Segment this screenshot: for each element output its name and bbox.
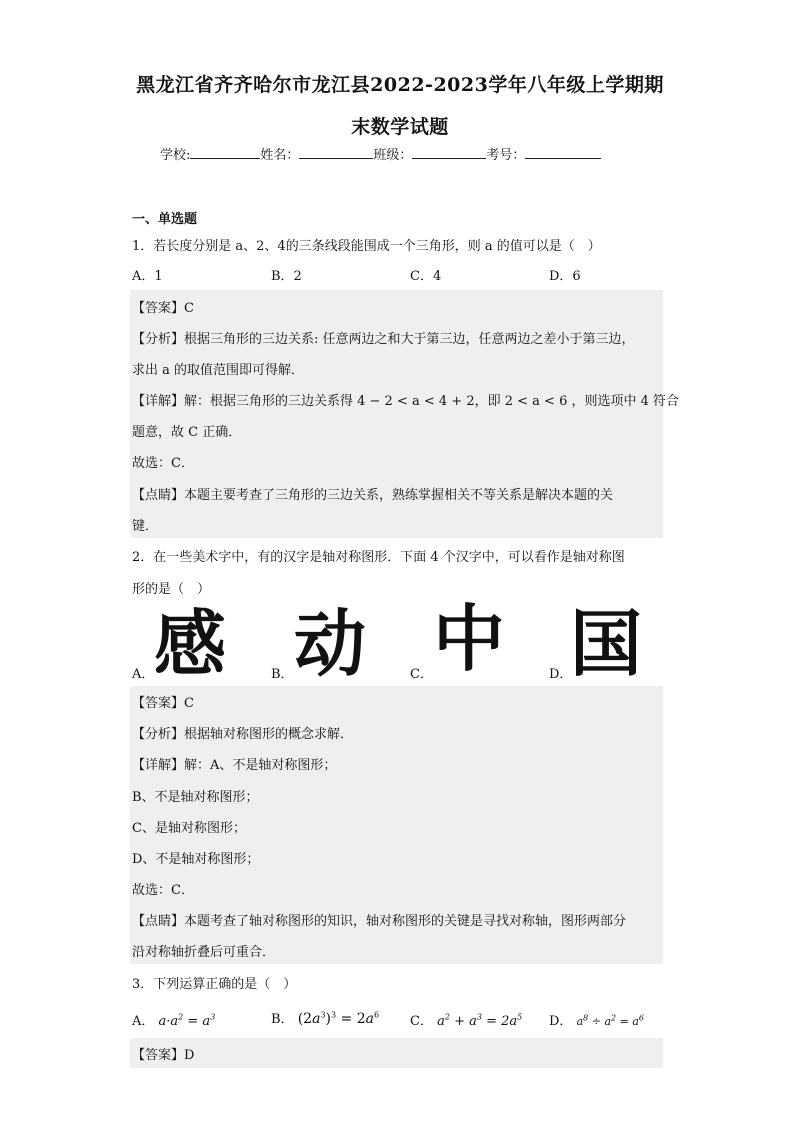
section-heading: 一、单选题 (132, 212, 198, 227)
q3-option-b-label: B． (271, 1012, 294, 1027)
name-blank (299, 146, 373, 159)
document-title-line2: 末数学试题 (351, 116, 449, 138)
q3-option-b (271, 1008, 379, 1027)
q2-stem-line2: 形的是（ ） (132, 582, 211, 597)
q2-option-d-label: D． (549, 667, 573, 682)
q2-option-a-label: A． (132, 667, 155, 682)
q1-option-d: D．6 (549, 269, 581, 284)
q1-detail-line1: 【详解】解：根据三角形的三边关系得 4 − 2 < a < 4 + 2，即 2 < a < 6 ，则选项中 4 符合 (132, 394, 680, 409)
q3-option-c-label: C． (410, 1014, 433, 1029)
name-label: 姓名： (260, 148, 300, 163)
q2-analysis: 【分析】根据轴对称图形的概念求解． (132, 727, 354, 742)
school-blank (190, 146, 260, 159)
q2-option-c-label: C． (410, 667, 433, 682)
q3-answer: 【答案】D (132, 1048, 195, 1063)
q2-option-a-char: 感 (154, 602, 227, 686)
q2-option-b-label: B． (271, 667, 294, 682)
q3-option-d (549, 1010, 644, 1029)
q1-comment-line2: 键． (132, 519, 159, 534)
school-label: 学校: (160, 148, 191, 163)
q1-option-b: B．2 (271, 269, 302, 284)
q2-detail-line3: C、是轴对称图形； (132, 821, 246, 836)
student-info-row (160, 144, 640, 163)
q3-option-a-formula: $a\cdot a^2 = a^3$ (158, 1012, 216, 1029)
q1-analysis-line1: 【分析】根据三角形的三边关系: 任意两边之和大于第三边，任意两边之差小于第三边， (132, 332, 635, 347)
q2-comment-line2: 沿对称轴折叠后可重合． (132, 945, 276, 960)
q3-option-b-formula: $(2a^3)^3 = 2a^6$ (297, 1010, 380, 1027)
q2-answer: 【答案】C (132, 696, 194, 711)
number-label: 考号： (486, 148, 526, 163)
q2-detail-line4: D、不是轴对称图形； (132, 852, 260, 867)
q1-stem: 1．若长度分别是 a、2、4的三条线段能围成一个三角形，则 a 的值可以是（ ） (132, 239, 601, 254)
number-blank (525, 146, 601, 159)
q1-choose: 故选：C． (132, 456, 194, 471)
q2-detail-line2: B、不是轴对称图形； (132, 790, 259, 805)
q2-comment-line1: 【点睛】本题考查了轴对称图形的知识，轴对称图形的关键是寻找对称轴，图形两部分 (132, 914, 627, 929)
q2-stem-line1: 2．在一些美术字中，有的汉字是轴对称图形．下面 4 个汉字中，可以看作是轴对称图 (132, 550, 625, 565)
q3-stem: 3．下列运算正确的是（ ） (132, 977, 297, 992)
class-label: 班级： (373, 148, 413, 163)
q3-option-a-label: A． (132, 1014, 155, 1029)
q3-option-d-formula: $a^8 \div a^2 = a^6$ (576, 1013, 644, 1028)
document-title-line1: 黑龙江省齐齐哈尔市龙江县2022-2023学年八年级上学期期 (136, 74, 664, 96)
q1-answer: 【答案】C (132, 301, 194, 316)
q2-choose: 故选：C． (132, 883, 194, 898)
class-blank (412, 146, 486, 159)
q3-option-c-formula: $a^2 + a^3 = 2a^5$ (437, 1012, 523, 1029)
q1-option-c: C．4 (410, 269, 442, 284)
q1-option-a: A．1 (132, 269, 163, 284)
q3-option-a (132, 1010, 215, 1029)
q2-option-b-char: 动 (294, 602, 367, 686)
q1-analysis-line2: 求出 a 的取值范围即可得解． (132, 363, 305, 378)
q1-comment-line1: 【点睛】本题主要考查了三角形的三边关系，熟练掌握相关不等关系是解决本题的关 (132, 488, 614, 503)
q2-option-c-char: 中 (433, 597, 506, 681)
q3-solution-box (130, 1038, 663, 1068)
q2-option-d-char: 国 (570, 602, 643, 686)
q2-detail-line1: 【详解】解：A、不是轴对称图形； (132, 758, 337, 773)
q3-option-c (410, 1010, 522, 1029)
q1-detail-line2: 题意，故 C 正确． (132, 425, 242, 440)
q3-option-d-label: D． (549, 1014, 573, 1029)
